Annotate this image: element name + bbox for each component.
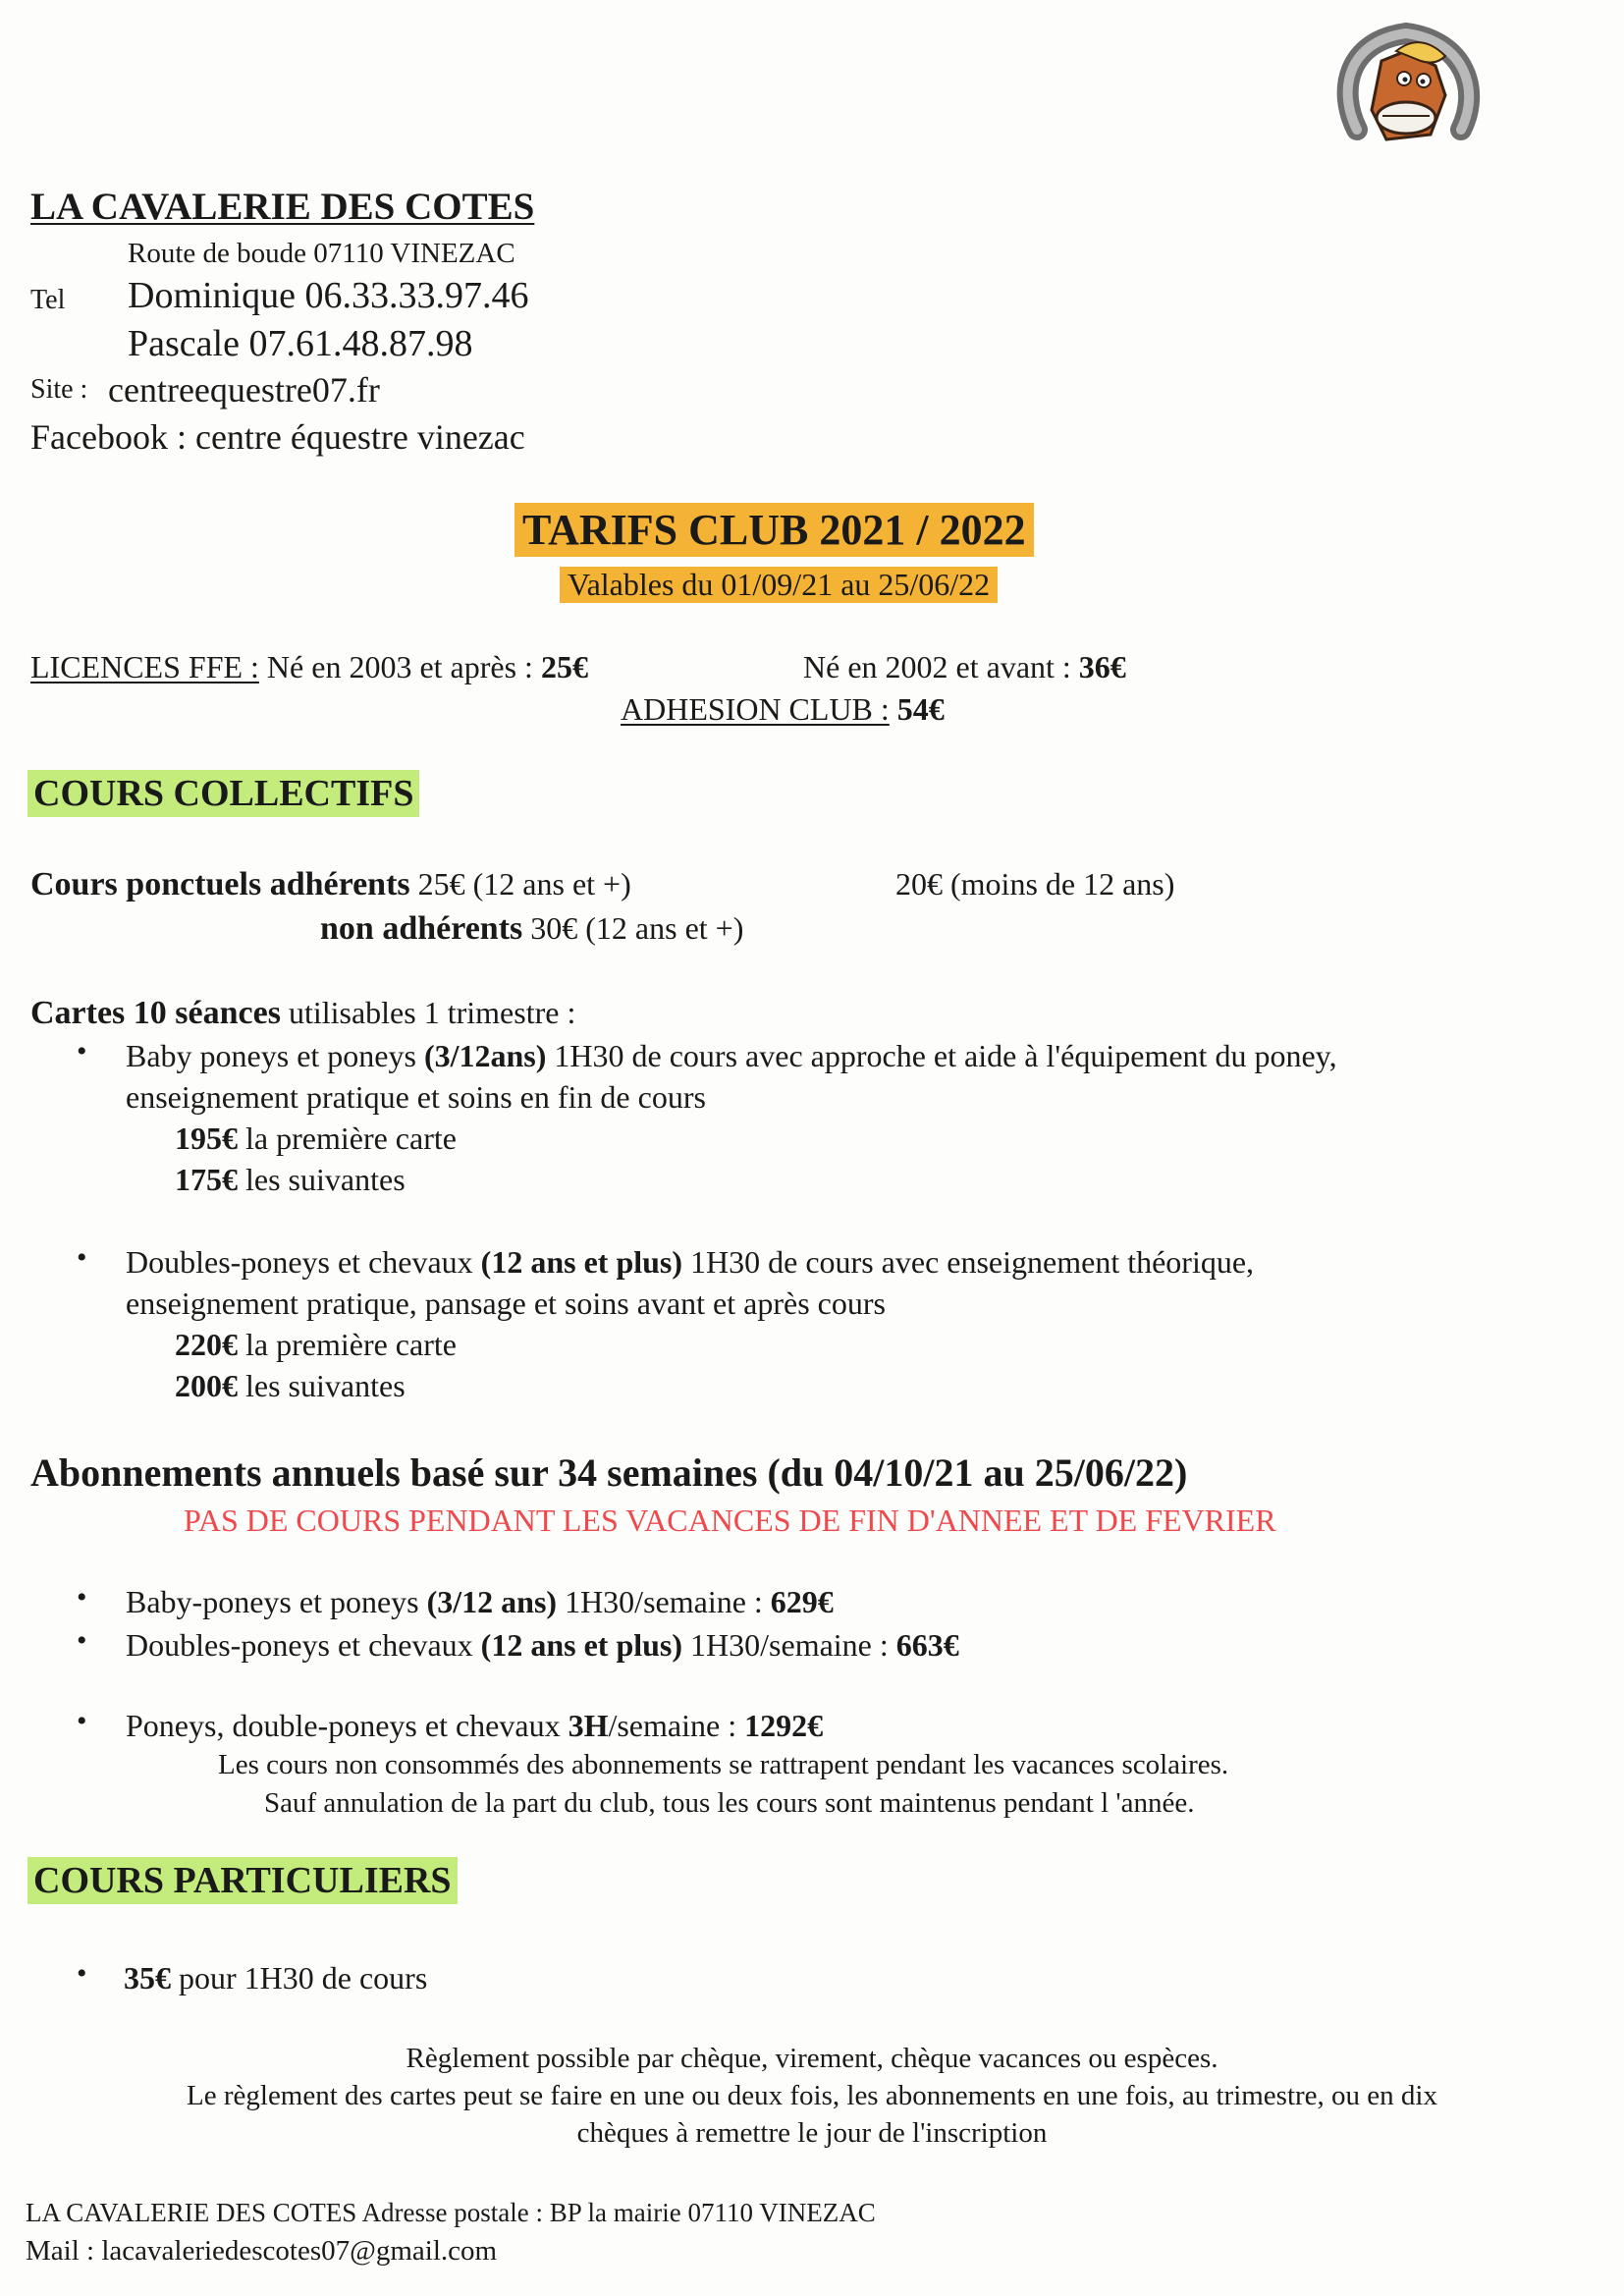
cartes-line bbox=[30, 995, 575, 1032]
abonnements-note2: Sauf annulation de la part du club, tous les cours sont maintenus pendant l 'année. bbox=[264, 1787, 1195, 1819]
particuliers-text: pour 1H30 de cours bbox=[179, 1960, 428, 1995]
footer-name: LA CAVALERIE DES COTES bbox=[26, 2198, 357, 2227]
club-address: Route de boude 07110 VINEZAC bbox=[128, 238, 515, 269]
cartes-label: Cartes 10 séances bbox=[30, 995, 281, 1031]
carte-item1-text-b: 1H30 de cours avec approche et aide à l'équipement du poney, bbox=[554, 1038, 1337, 1073]
abonnement-item1-text-b: 1H30/semaine : bbox=[565, 1584, 763, 1619]
carte-item1-price2 bbox=[175, 1162, 406, 1198]
footer-mail-label: Mail : bbox=[26, 2235, 95, 2267]
licences-label: LICENCES FFE : bbox=[30, 649, 259, 684]
site-label: Site : bbox=[30, 374, 88, 405]
abonnement-item3-text-b: /semaine : bbox=[608, 1708, 737, 1743]
non-adherents-line bbox=[320, 910, 743, 948]
bullet-icon: • bbox=[77, 1624, 87, 1657]
carte-item2-price2-text: les suivantes bbox=[245, 1368, 406, 1403]
licence-old-text: Né en 2002 et avant : bbox=[803, 649, 1071, 684]
abonnement-item2-text-b: 1H30/semaine : bbox=[690, 1627, 889, 1663]
carte-item1-price2-value: 175€ bbox=[175, 1162, 238, 1197]
validity-dates: Valables du 01/09/21 au 25/06/22 bbox=[560, 567, 998, 603]
carte-item2-age: (12 ans et plus) bbox=[480, 1244, 683, 1280]
contact-dominique: Dominique 06.33.33.97.46 bbox=[128, 275, 529, 316]
carte-item1-text-a: Baby poneys et poneys bbox=[126, 1038, 416, 1073]
non-adherents-label: non adhérents bbox=[320, 910, 523, 947]
bullet-icon: • bbox=[77, 1241, 87, 1274]
section-cours-particuliers: COURS PARTICULIERS bbox=[27, 1857, 458, 1904]
tel-label: Tel bbox=[30, 285, 66, 315]
abonnement-item3-text-a: Poneys, double-poneys et chevaux bbox=[126, 1708, 561, 1743]
abonnement-item3-price: 1292€ bbox=[744, 1708, 824, 1743]
abonnement-item3 bbox=[126, 1708, 823, 1744]
particuliers-price: 35€ bbox=[124, 1960, 171, 1995]
abonnement-item2-text-a: Doubles-poneys et chevaux bbox=[126, 1627, 473, 1663]
reglement-line1: Règlement possible par chèque, virement, chèque vacances ou espèces. bbox=[406, 2043, 1218, 2074]
reglement-line2: Le règlement des cartes peut se faire en une ou deux fois, les abonnements en une fois, au trimestre, ou en dix bbox=[187, 2080, 1437, 2111]
carte-item1-line2: enseignement pratique et soins en fin de cours bbox=[126, 1079, 706, 1115]
ponctuels-price: 25€ (12 ans et +) bbox=[417, 866, 631, 902]
site-link[interactable]: centreequestre07.fr bbox=[108, 370, 380, 410]
bullet-icon: • bbox=[77, 1957, 87, 1990]
licence-old-price: 36€ bbox=[1078, 649, 1126, 684]
contact-pascale: Pascale 07.61.48.87.98 bbox=[128, 323, 473, 364]
non-adherents-price: 30€ (12 ans et +) bbox=[530, 910, 744, 946]
abonnement-item2-price: 663€ bbox=[895, 1627, 959, 1663]
licence-young-text: Né en 2003 et après : bbox=[266, 649, 533, 684]
abonnement-item1 bbox=[126, 1584, 834, 1620]
reglement-line3: chèques à remettre le jour de l'inscription bbox=[576, 2117, 1048, 2149]
facebook-line: Facebook : centre équestre vinezac bbox=[30, 417, 525, 457]
abonnement-item2 bbox=[126, 1627, 959, 1664]
abonnement-item1-text-a: Baby-poneys et poneys bbox=[126, 1584, 419, 1619]
abonnements-warning: PAS DE COURS PENDANT LES VACANCES DE FIN D'ANNEE ET DE FEVRIER bbox=[184, 1503, 1276, 1538]
particuliers-price-line bbox=[124, 1960, 427, 1996]
footer-address bbox=[26, 2198, 876, 2228]
horse-logo-icon bbox=[1327, 22, 1490, 169]
carte-item2-line1 bbox=[126, 1244, 1254, 1281]
carte-item2-price2-value: 200€ bbox=[175, 1368, 238, 1403]
carte-item2-text-b: 1H30 de cours avec enseignement théorique, bbox=[690, 1244, 1255, 1280]
bullet-icon: • bbox=[77, 1705, 87, 1737]
carte-item1-price1-text: la première carte bbox=[245, 1121, 457, 1156]
cartes-text: utilisables 1 trimestre : bbox=[288, 995, 576, 1030]
footer-postal: Adresse postale : BP la mairie 07110 VINEZAC bbox=[361, 2198, 876, 2227]
licences-line bbox=[30, 649, 588, 685]
footer-mail-link[interactable]: lacavaleriedescotes07@gmail.com bbox=[101, 2235, 498, 2267]
ponctuels-label: Cours ponctuels adhérents bbox=[30, 866, 410, 902]
carte-item2-price1 bbox=[175, 1327, 457, 1363]
carte-item1-price2-text: les suivantes bbox=[245, 1162, 406, 1197]
adhesion-price: 54€ bbox=[896, 691, 945, 727]
carte-item1-age: (3/12ans) bbox=[423, 1038, 547, 1073]
licence-old bbox=[803, 649, 1126, 685]
carte-item2-text-a: Doubles-poneys et chevaux bbox=[126, 1244, 473, 1280]
carte-item1-price1 bbox=[175, 1121, 457, 1157]
carte-item2-price1-text: la première carte bbox=[245, 1327, 457, 1362]
adhesion-label: ADHESION CLUB : bbox=[621, 691, 890, 727]
abonnements-note1: Les cours non consommés des abonnements se rattrapent pendant les vacances scolaires. bbox=[218, 1749, 1229, 1780]
abonnement-item2-age: (12 ans et plus) bbox=[480, 1627, 683, 1663]
abonnements-heading: Abonnements annuels basé sur 34 semaines (du 04/10/21 au 25/06/22) bbox=[30, 1450, 1188, 1495]
licence-young-price: 25€ bbox=[540, 649, 588, 684]
carte-item1-price1-value: 195€ bbox=[175, 1121, 238, 1156]
bullet-icon: • bbox=[77, 1581, 87, 1613]
carte-item2-line2: enseignement pratique, pansage et soins avant et après cours bbox=[126, 1285, 886, 1321]
footer-mail-line bbox=[26, 2235, 497, 2268]
carte-item1-line1 bbox=[126, 1038, 1337, 1074]
section-cours-collectifs: COURS COLLECTIFS bbox=[27, 770, 419, 817]
adhesion-club bbox=[621, 691, 945, 728]
page-title: TARIFS CLUB 2021 / 2022 bbox=[514, 503, 1034, 557]
abonnement-item1-price: 629€ bbox=[770, 1584, 834, 1619]
carte-item2-price2 bbox=[175, 1368, 406, 1404]
carte-item2-price1-value: 220€ bbox=[175, 1327, 238, 1362]
bullet-icon: • bbox=[77, 1035, 87, 1067]
abonnement-item3-duration: 3H bbox=[568, 1708, 609, 1743]
club-name: LA CAVALERIE DES COTES bbox=[30, 186, 535, 228]
abonnement-item1-age: (3/12 ans) bbox=[426, 1584, 558, 1619]
ponctuels-line bbox=[30, 866, 631, 903]
ponctuels-under12: 20€ (moins de 12 ans) bbox=[895, 866, 1175, 902]
